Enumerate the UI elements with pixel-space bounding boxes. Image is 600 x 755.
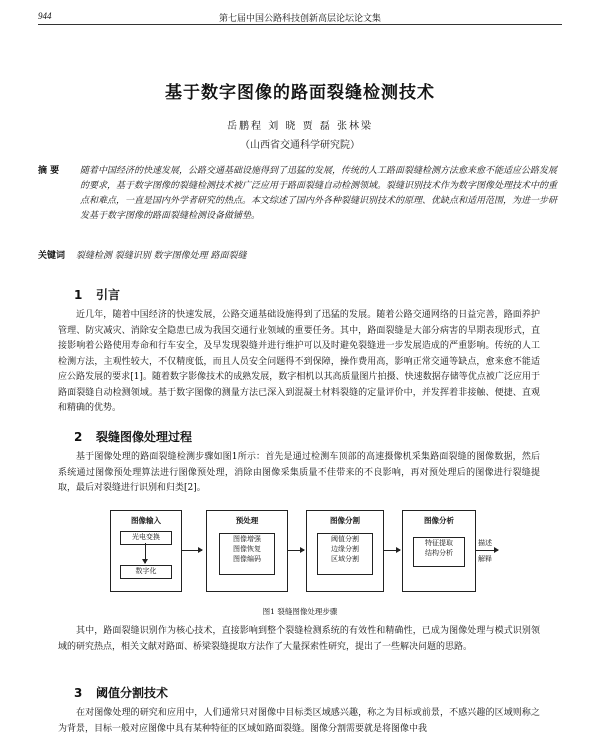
abstract-label: 摘 要 bbox=[38, 166, 60, 176]
keywords-text: 裂缝检测 裂缝识别 数字图像处理 路面裂缝 bbox=[75, 251, 247, 261]
arrow bbox=[384, 550, 400, 551]
paper-title: 基于数字图像的路面裂缝检测技术 bbox=[165, 83, 435, 103]
process-diagram bbox=[110, 510, 500, 600]
page-number: 944 bbox=[38, 11, 52, 21]
diagram-box-preprocess: 预处理 图像增强 图像恢复 图像编码 bbox=[206, 510, 288, 592]
diagram-item: 特征提取 结构分析 bbox=[413, 537, 465, 567]
diagram-box-segmentation: 图像分割 阈值分割 边缘分割 区域分割 bbox=[306, 510, 384, 592]
page-header bbox=[38, 10, 562, 25]
arrow bbox=[288, 550, 304, 551]
abstract bbox=[38, 164, 558, 224]
diagram-item: 光电变换 bbox=[120, 531, 172, 545]
paragraph: 基于图像处理的路面裂缝检测步骤如图1所示：首先是通过检测车顶部的高速摄像机采集路面裂缝的图像数据，然后系统通过图像预处理算法进行图像预处理，消除由图像采集质量不佳带来的不良影响，再对预处理后的图像进行裂缝提取，最后对裂缝进行识别和归类[2]。 bbox=[58, 452, 540, 493]
diagram-item: 阈值分割 边缘分割 区域分割 bbox=[317, 533, 373, 575]
abstract-text: 随着中国经济的快速发展，公路交通基础设施得到了迅猛的发展，传统的人工路面裂缝检测方法愈来愈不能适应公路发展的要求，基于数字图像的裂缝检测技术被广泛应用于路面裂缝自动检测领域。裂缝识别技术作为数字图像处理技术中的重点和难点，一直是国内外学者研究的热点。本文综述了国内外各种裂缝识别技术的原理、优缺点和适用范围，为进一步研发基于数字图像的路面裂缝检测设备做铺垫。 bbox=[80, 166, 558, 221]
affiliation: （山西省交通科学研究院） bbox=[240, 140, 360, 151]
diagram-box-analysis: 图像分析 特征提取 结构分析 bbox=[402, 510, 476, 592]
keywords bbox=[38, 248, 558, 261]
output-label: 描述 bbox=[478, 539, 492, 547]
figure-caption: 图1 裂缝图像处理步骤 bbox=[262, 607, 338, 616]
section-heading: 3 阈值分割技术 bbox=[74, 686, 169, 700]
output-label: 解释 bbox=[478, 555, 492, 563]
diagram-item: 数字化 bbox=[120, 565, 172, 579]
paragraph: 在对图像处理的研究和应用中，人们通常只对图像中目标类区域感兴趣，称之为目标或前景，不感兴趣的区域则称之为背景，目标一般对应图像中具有某种特征的区域如路面裂缝。图像分割需要就是将图像中我 bbox=[58, 708, 540, 734]
arrow bbox=[145, 543, 146, 563]
diagram-item: 图像增强 图像恢复 图像编码 bbox=[219, 533, 275, 575]
diagram-box-input: 图像输入 光电变换 数字化 bbox=[110, 510, 182, 592]
journal-title: 第七届中国公路科技创新高层论坛论文集 bbox=[218, 14, 381, 24]
arrow bbox=[182, 550, 202, 551]
paragraph: 近几年，随着中国经济的快速发展，公路交通基础设施得到了迅猛的发展。随着公路交通网络的日益完善，路面养护管理、防灾减灾、消除安全隐患已成为我国交通行业领域的重要任务。其中，路面裂缝是大部分病害的早期表现形式，直接影响着公路使用寿命和行车安全，及早发现裂缝并进行维护可以及时避免裂缝进一步发展造成的严重影响。传统的人工检测方法，主观性较大，不仅精度低，而且人员安全问题得不到保障，操作费用高，影响正常交通等缺点，愈来愈不能适应公路发展的要求[1]。随着数字影像技术的成熟发展，数字相机以其高质量图片拍摄、快速数据存储等优点被广泛应用于路面裂缝自动检测领域。基于数字图像的测量方法已深入到混凝土材料裂缝的定量评价中，并发挥着非接触、便捷、直观和精确的优势。 bbox=[58, 310, 540, 413]
keywords-label: 关键词 bbox=[38, 251, 66, 261]
section-heading: 1 引言 bbox=[74, 288, 121, 302]
section-heading: 2 裂缝图像处理过程 bbox=[74, 430, 193, 444]
authors: 岳鹏程 刘 晓 贾 磊 张林梁 bbox=[227, 121, 373, 132]
arrow bbox=[476, 550, 498, 551]
paragraph: 其中，路面裂缝识别作为核心技术，直接影响到整个裂缝检测系统的有效性和精确性，已成为图像处理与模式识别领域的研究热点，相关文献对路面、桥梁裂缝提取方法作了大量探索性研究，提出了一些解决问题的思路。 bbox=[58, 626, 540, 652]
